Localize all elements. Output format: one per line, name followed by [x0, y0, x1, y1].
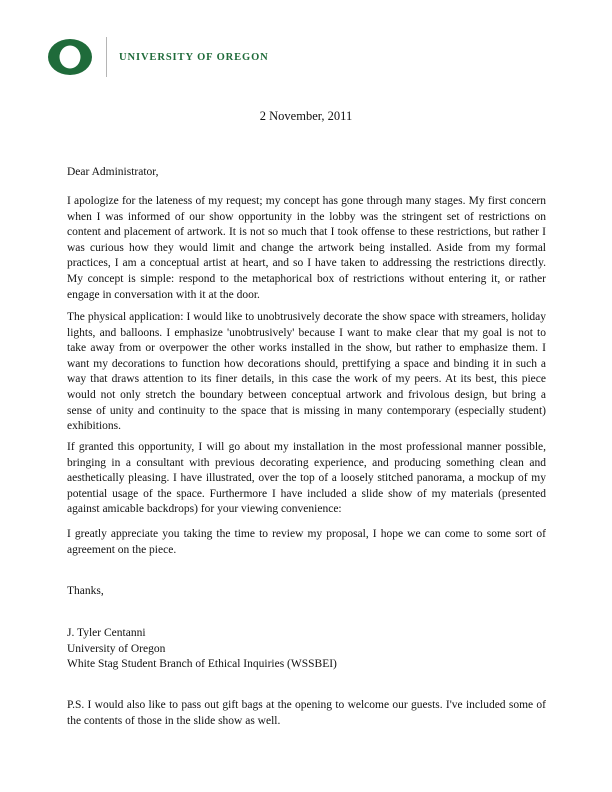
salutation: Dear Administrator,: [67, 166, 159, 178]
paragraph-3: If granted this opportunity, I will go about my installation in the most professional manner possible, bringing in a consultant with previous decorating experience, and producing something clean and aesthetically pleasing. I have illustrated, over the top of a loosely stitched panorama, a mockup of my potential usage of the space. Furthermore I have included a slide show of my materials (presented against amicable backdrops) for your viewing convenience:: [67, 441, 546, 516]
signature-branch: White Stag Student Branch of Ethical Inquiries (WSSBEI): [67, 658, 337, 671]
letterhead-divider: [106, 37, 107, 77]
university-of-oregon-o-logo: [46, 37, 94, 77]
letterhead: [46, 36, 269, 78]
signature-name: J. Tyler Centanni: [67, 627, 146, 639]
signature-block: [67, 626, 546, 673]
university-name: UNIVERSITY OF OREGON: [119, 51, 269, 63]
paragraph-4: I greatly appreciate you taking the time to review my proposal, I hope we can come to some sort of agreement on the piece.: [67, 528, 546, 556]
paragraph-2: The physical application: I would like to unobtrusively decorate the show space with streamers, holiday lights, and balloons. I emphasize 'unobtrusively' because I want to make clear that my goal is not to take away from or overpower the other works installed in the show, but rather to emphasize them. I want my decorations to function how decorations should, prettifying a space and binding it in such a way that draws attention to its finer details, in this case the work of my peers. At its best, this piece would not only stretch the boundary between conceptual artwork and frivolous design, but bring a sense of unity and continuity to the space that is missing in many contemporary (especially student) exhibitions.: [67, 311, 546, 433]
paragraph-1: I apologize for the lateness of my request; my concept has gone through many stages. My first concern when I was informed of our show opportunity in the lobby was the stringent set of restrictions on content and placement of artwork. It is not so much that I took offense to these restrictions, but rather I was curious how they would limit and change the artwork being installed. Aside from my formal practices, I am a conceptual artist at heart, and so I have taken to addressing the restrictions directly. My concept is simple: respond to the metaphorical box of restrictions without entering it, or rather engage in conversation with it at the door.: [67, 195, 546, 301]
letter-date: 2 November, 2011: [259, 109, 353, 123]
postscript: P.S. I would also like to pass out gift bags at the opening to welcome our guests. I've included some of the contents of those in the slide show as well.: [67, 699, 546, 727]
signature-institution: University of Oregon: [67, 642, 166, 655]
closing: Thanks,: [67, 585, 104, 597]
